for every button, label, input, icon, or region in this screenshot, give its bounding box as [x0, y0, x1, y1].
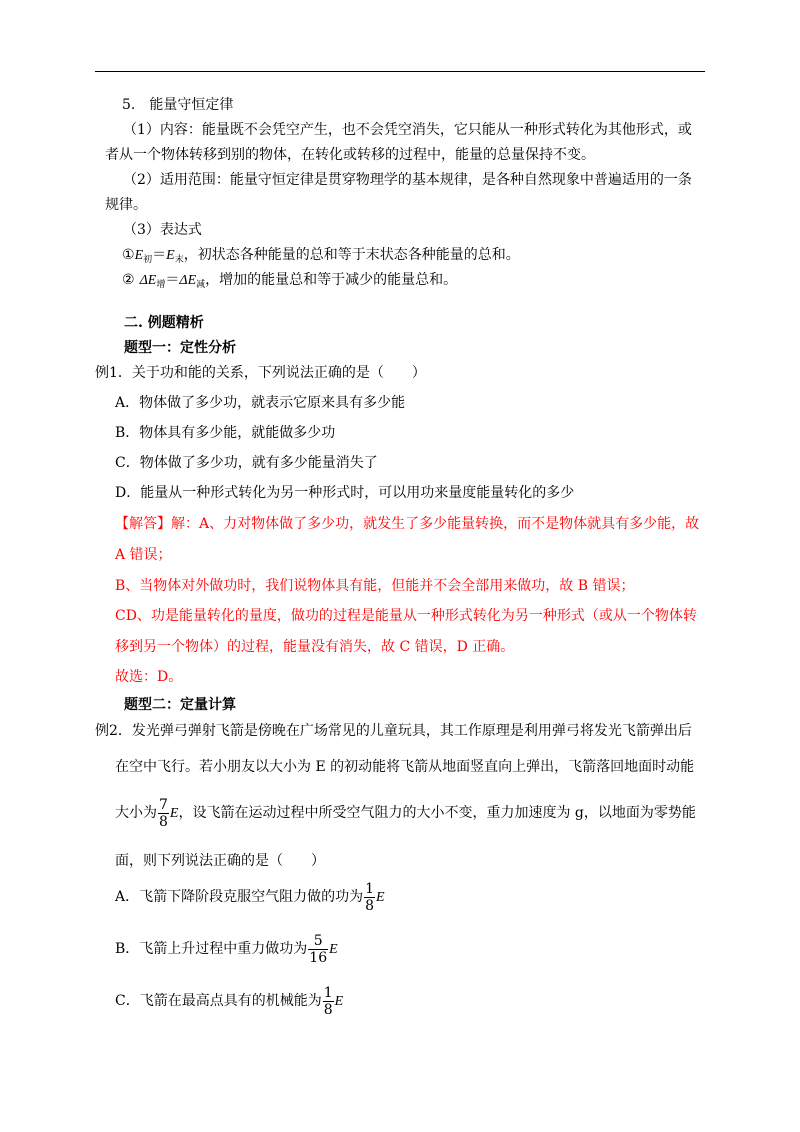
example-2-line-1: 例2．发光弹弓弹射飞箭是傍晚在广场常见的儿童玩具，其工作原理是利用弹弓将发光飞箭弹出后 — [95, 723, 692, 739]
energy-symbol: E — [134, 248, 144, 263]
option-a-text: A．飞箭下降阶段克服空气阻力做的功为 — [115, 889, 364, 905]
circled-1: ① — [122, 247, 135, 263]
fraction — [323, 985, 334, 1018]
fraction-denominator: 8 — [323, 1001, 333, 1018]
fraction-numerator: 5 — [308, 933, 328, 950]
expression-2 — [122, 271, 457, 290]
expression-1 — [122, 246, 520, 265]
fraction — [308, 933, 328, 966]
example-2-option-b — [115, 932, 338, 967]
line-3-suffix: ，设飞箭在运动过程中所受空气阻力的大小不变，重力加速度为 g，以地面为零势能 — [178, 805, 696, 821]
circled-2: ② — [122, 272, 135, 288]
expression-1-text: ，初状态各种能量的总和等于末状态各种能量的总和。 — [183, 247, 520, 263]
subscript-decrease: 减 — [196, 280, 206, 290]
fraction-denominator: 16 — [309, 949, 328, 966]
example-2-line-4: 面，则下列说法正确的是（ ） — [115, 853, 325, 869]
example-2-line-3 — [115, 796, 696, 831]
content-line-1: （1）内容：能量既不会凭空产生，也不会凭空消失，它只能从一种形式转化为其他形式，或 — [123, 122, 692, 138]
content-line-2: 者从一个物体转移到别的物体，在转化或转移的过程中，能量的总量保持不变。 — [105, 147, 595, 163]
example-1-question: 例1．关于功和能的关系，下列说法正确的是（ ） — [95, 365, 426, 381]
example-1-option-c: C．物体做了多少功，就有多少能量消失了 — [115, 455, 378, 471]
example-1-option-a: A．物体做了多少功，就表示它原来具有多少能 — [115, 395, 406, 411]
answer-line: 【解答】解：A、力对物体做了多少功，就发生了多少能量转换，而不是物体就具有多少能，故 — [115, 516, 700, 532]
answer-line: A 错误； — [115, 547, 172, 563]
type2-heading: 题型二：定量计算 — [124, 697, 236, 713]
equals-sign: ＝ — [165, 272, 180, 288]
energy-symbol: E — [169, 806, 179, 821]
fraction-numerator: 1 — [365, 880, 375, 897]
subscript-initial: 初 — [143, 255, 153, 265]
option-c-text: C．飞箭在最高点具有的机械能为 — [115, 993, 322, 1009]
answer-line: B、当物体对外做功时，我们说物体具有能，但能并不会全部用来做功，故 B 错误； — [115, 578, 635, 594]
examples-heading: 二. 例题精析 — [124, 315, 204, 331]
example-1-option-d: D．能量从一种形式转化为另一种形式时，可以用功来量度能量转化的多少 — [115, 485, 575, 501]
subscript-final: 末 — [174, 255, 184, 265]
delta-energy-symbol: ΔE — [139, 273, 157, 288]
equals-sign: ＝ — [152, 247, 167, 263]
answer-line: 故选：D。 — [115, 669, 183, 685]
fraction-numerator: 1 — [323, 984, 333, 1001]
fraction-denominator: 8 — [365, 897, 375, 914]
option-b-text: B．飞箭上升过程中重力做功为 — [115, 941, 308, 957]
delta-energy-symbol: ΔE — [179, 273, 197, 288]
energy-symbol: E — [376, 890, 385, 905]
type1-heading: 题型一：定性分析 — [124, 340, 236, 356]
example-2-option-c — [115, 984, 343, 1019]
scope-line-2: 规律。 — [105, 197, 147, 213]
expression-heading: （3）表达式 — [123, 222, 202, 238]
subscript-increase: 增 — [156, 280, 166, 290]
fraction-seven-eighths — [158, 797, 169, 830]
expression-2-text: ，增加的能量总和等于减少的能量总和。 — [205, 272, 458, 288]
example-2-option-a — [115, 880, 385, 915]
line-3-prefix: 大小为 — [115, 805, 157, 821]
fraction-denominator: 8 — [159, 813, 168, 830]
example-1-option-b: B．物体具有多少能，就能做多少功 — [115, 425, 336, 441]
energy-symbol: E — [166, 248, 175, 263]
scope-line-1: （2）适用范围：能量守恒定律是贯穿物理学的基本规律，是各种自然现象中普遍适用的一条 — [123, 172, 692, 188]
section-heading: 5. 能量守恒定律 — [122, 97, 234, 113]
fraction-numerator: 7 — [159, 796, 168, 813]
answer-line: CD、功是能量转化的量度，做功的过程是能量从一种形式转化为另一种形式（或从一个物体转 — [115, 608, 697, 624]
energy-symbol: E — [334, 994, 344, 1009]
example-2-line-2: 在空中飞行。若小朋友以大小为 E 的初动能将飞箭从地面竖直向上弹出，飞箭落回地面时动能 — [115, 759, 695, 775]
energy-symbol: E — [329, 942, 338, 957]
fraction — [364, 881, 375, 914]
answer-line: 移到另一个物体）的过程，能量没有消失，故 C 错误，D 正确。 — [115, 639, 515, 655]
header-rule — [95, 71, 705, 72]
